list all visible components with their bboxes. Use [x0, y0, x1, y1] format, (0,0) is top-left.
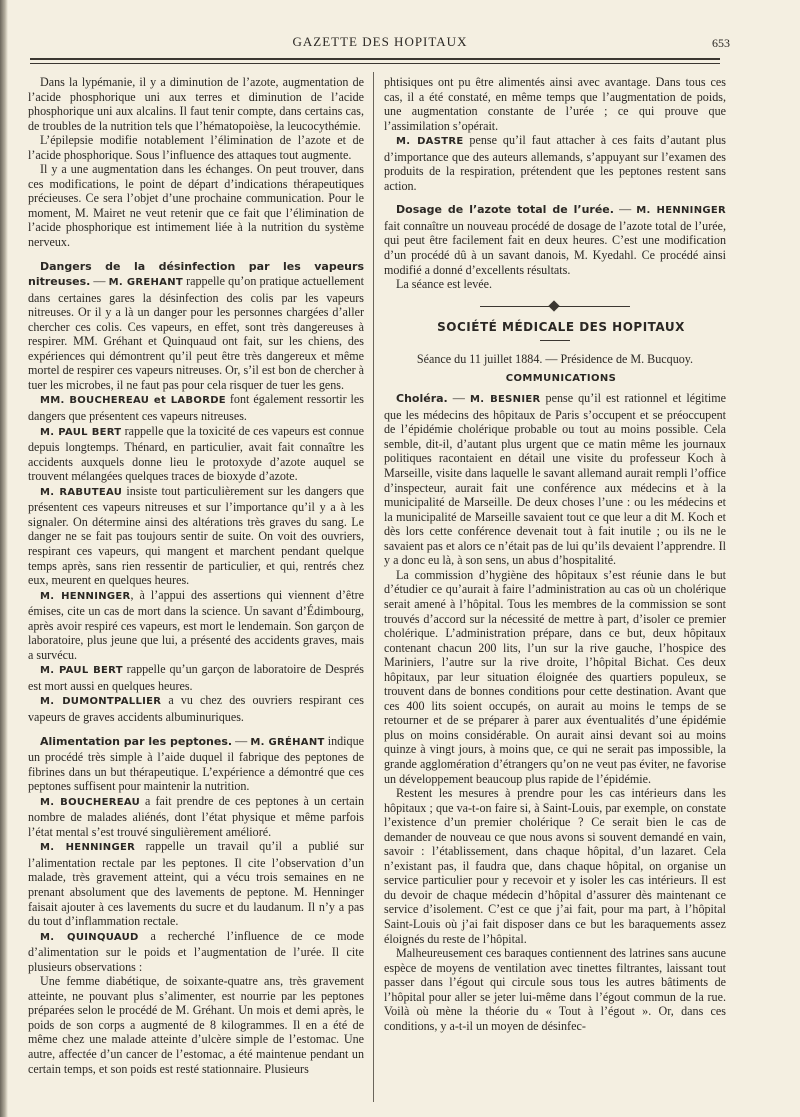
paragraph — [28, 424, 364, 484]
paragraph: Restent les mesures à prendre pour les cas intérieurs dans les hôpitaux ; que va-t-on faire si, à Saint-Louis, par exemple, on constate l’existence d’un premier cholérique ? Ce serait bien le cas de demander de nouveau ce que nous avons si souvent demandé en vain, savoir : l’établissement, dans chaque hôpital, d’un lazaret. Cela n’existant pas, il faudra que, dans chaque hôpital, on organise un service particulier pour y recevoir et y isoler les cas intérieurs. Il est du devoir de chaque médecin d’hôpital d’assurer dès maintenant ce service d’isolement. C’est ce que j’ai fait, pour ma part, à l’hôpital Saint-Louis où j’ai fait disposer dans ce but les baraquements assez éloignés du reste de l’hôpital. — [384, 786, 726, 946]
paragraph: L’épilepsie modifie notablement l’élimination de l’azote et de l’acide phosphorique. Sous l’influence des attaques tout augmente. — [28, 133, 364, 162]
section-heading: Alimentation par les peptones. — [40, 734, 233, 748]
paragraph-dosage: Dosage de l’azote total de l’urée. — M. HENNINGER fait connaître un nouveau procédé de dosage de l’azote total de l’urée, qui peut être facilement fait en deux heures. C’est une modification d’un procédé dû à un savant danois, M. Kyedahl. Ce procédé ainsi modifié a donné d’excellents résultats. — [384, 202, 726, 277]
paragraph: phtisiques ont pu être alimentés ainsi avec avantage. Dans tous ces cas, il a été constaté, en même temps que l’augmentation de poids, une augmentation constante de l’urée ; ce qui prouve que l’assimilation s’opérait. — [384, 75, 726, 133]
paragraph — [28, 693, 364, 724]
paragraph — [28, 839, 364, 928]
section-heading: Dosage de l’azote total de l’urée. — [396, 203, 614, 217]
speaker-name: M. BOUCHEREAU — [40, 796, 141, 808]
paragraph — [28, 588, 364, 663]
speaker-name: M. HENNINGER — [40, 842, 136, 854]
paragraph-text: rappelle qu’on pratique actuellement dans certaines gares la désinfection des colis par les vapeurs nitreuses. Or il y a là un danger pour les personnes chargées d’aller chercher ces colis. Ces vapeurs, en effet, sont très dangereuses à respirer. MM. Gréhant et Quinquaud ont fait, sur les chiens, des expériences qui démontrent qu’il peut être très dangereux et même mortel de respirer ces vapeurs nitreuses. Or, s’il est bon de chercher à tuer les microbes, il ne faut pas pour cela risquer de tuer les gens. — [28, 274, 364, 392]
session-line: Séance du 11 juillet 1884. — Présidence de M. Bucquoy. — [416, 352, 694, 367]
paragraph: La commission d’hygiène des hôpitaux s’est réunie dans le but d’étudier ce qu’aurait à faire l’administration au cas où un cholérique serait amené à l’hôpital. Tous les membres de la commission se sont trouvés d’accord sur la nécessité de mettre à part, d’isoler ce premier cholérique. L’administration prépare, dans ce but, deux hôpitaux contenant chacun 200 lits, l’un sur la rive gauche, l’hospice des Mariniers, l’autre sur la rive droite, l’hôpital Bichat. Ces deux hôpitaux, par leur situation éloignée des quartiers populeux, se trouvent dans de bonnes conditions pour cette destination. Avant que ces 400 lits soient occupés, on aurait au moins le temps de se retourner et de se préparer à parer aux éventualités d’une épidémie plus on moins considérable. On aurait ainsi devant soi au moins quinze à vingt jours, à moins que, ce qui ne serait pas impossible, la grande agglomération d’étrangers qu’on ne veut pas éviter, ne favorise un développement beaucoup plus rapide de l’épidémie. — [384, 567, 726, 786]
paragraph: Une femme diabétique, de soixante-quatre ans, très gravement atteinte, ne pouvant plus s’alimenter, est nourrie par les peptones préparées selon le procédé de M. Gréhant. Un mois et demi après, le poids de son corps a augmenté de 8 kilogrammes. Il en a été de même chez une malade atteinte d’ulcère simple de l’estomac. Une autre, affectée d’un cancer de l’estomac, a été maintenue pendant un certain temps, et son poids est resté stationnaire. Plusieurs — [28, 974, 364, 1076]
paragraph-text: , à l’appui des assertions qui viennent d’être émises, cite un cas de mort dans la science. Un savant d’Édimbourg, après avoir respiré ces vapeurs, est mort le lendemain. Son garçon de laboratoire, plus jeune que lui, a présenté des accidents graves, mais a survécu. — [28, 587, 364, 662]
paragraph-text: a recherché l’influence de ce mode d’alimentation sur le poids et l’augmentation de l’urée. Il cite plusieurs observations : — [28, 928, 364, 974]
paragraph — [384, 133, 726, 193]
speaker-name: M. QUINQUAUD — [40, 931, 139, 943]
paragraph-text: insiste tout particulièrement sur les dangers que présentent ces vapeurs nitreuses et sur l’importance qu’il y a à les signaler. On détermine ainsi des altérations très graves du sang. Le danger ne se fait pas toujours sentir de suite. On voit des ouvriers, respirant ces vapeurs, qui mangent et marchent pendant quelque temps après, sans rien ressentir de particulier, et qui, rentrés chez eux, meurent en quelques heures. — [28, 483, 364, 588]
paragraph: Il y a une augmentation dans les échanges. On peut trouver, dans ces modifications, le point de départ d’indications thérapeutiques précieuses. Ce sera l’objet d’une prochaine communication. Pour le moment, M. Mairet ne veut retenir que ce fait que l’élimination de l’acide phosphorique est intimement liée à la nutrition du système nerveux. — [28, 162, 364, 250]
paragraph — [28, 794, 364, 840]
ornament-divider — [480, 301, 630, 311]
paragraph-text: rappelle qu’un garçon de laboratoire de Després est mort aussi en quelques heures. — [28, 662, 364, 693]
speaker-name: M. PAUL BERT — [40, 426, 122, 438]
page-number: 653 — [712, 36, 730, 50]
header-rule-thin — [30, 63, 720, 64]
paragraph-text: rappelle un travail qu’il a publié sur l’alimentation rectale par les peptones. Il cite l’observation d’un malade, très gravement atteint, qui a vécu trois semaines en ne prenant absolument que des lavements de peptone. M. Henninger faisait ajouter à ces lavements du sucre et du laudanum. Il n’y a pas du tout d’inflammation rectale. — [28, 839, 364, 929]
speaker-name: M. DASTRE — [396, 136, 464, 148]
paragraph — [28, 662, 364, 693]
short-rule — [540, 340, 570, 341]
paragraph-text: indique un procédé très simple à l’aide duquel il fabrique des peptones de fibrines dans un but thérapeutique. L’expérience a démontré que ces peptones suffisent pour maintenir la nutrition. — [28, 733, 364, 794]
speaker-name: M. GREHANT — [108, 277, 183, 289]
society-title: SOCIÉTÉ MÉDICALE DES HOPITAUX — [437, 319, 685, 334]
communications-heading: COMMUNICATIONS — [505, 372, 617, 384]
paragraph: Dans la lypémanie, il y a diminution de l’azote, augmentation de l’acide phosphorique uni aux terres et diminution de l’acide phosphorique uni aux alcalins. Il faut tenir compte, dans certains cas, de troubles de la nutrition tels que l’hématopoièse, la leucocythémie. — [28, 75, 364, 133]
header-rule — [30, 58, 720, 60]
book-spine-shadow — [0, 0, 8, 1117]
paragraph-text: a fait prendre de ces peptones à un certain nombre de malades aliénés, dont l’état physique et même parfois l’état mental s’est trouvé singulièrement amélioré. — [28, 793, 364, 839]
speaker-name: M. RABUTEAU — [40, 486, 123, 498]
paragraph-alimentation: Alimentation par les peptones. — M. GRÉHANT indique un procédé très simple à l’aide duquel il fabrique des peptones de fibrines dans un but thérapeutique. L’expérience a démontré que ces peptones suffisent pour maintenir la nutrition. — [28, 733, 364, 794]
speaker-name: M. DUMONTPALLIER — [40, 696, 162, 708]
paragraph-text: a vu chez des ouvriers respirant ces vapeurs de graves accidents albuminuriques. — [28, 693, 364, 724]
paragraph-vapeurs: Dangers de la désinfection par les vapeurs nitreuses. — M. GREHANT rappelle qu’on pratique actuellement dans certaines gares la désinfection des colis par les vapeurs nitreuses. Or il y a là un danger pour les personnes chargées d’aller chercher ces colis. Ces vapeurs, en effet, sont très dangereuses à respirer. MM. Gréhant et Quinquaud ont fait, sur les chiens, des expériences qui démontrent qu’il peut être très dangereux et même mortel de respirer ces vapeurs nitreuses. Or, s’il est bon de chercher à tuer les microbes, il ne faut pas pour cela risquer de tuer les gens. — [28, 259, 364, 392]
page-header — [30, 30, 730, 52]
paragraph-text: rappelle que la toxicité de ces vapeurs est connue depuis longtemps. Thénard, en particulier, avait fait connaître les accidents auxquels donne lieu le protoxyde d’azote auquel se trouvent mélangées quelques traces de bioxyde d’azote. — [28, 423, 364, 484]
speaker-name: M. PAUL BERT — [40, 665, 123, 677]
column-divider — [373, 72, 374, 1102]
paragraph — [28, 484, 364, 588]
speaker-name: M. HENNINGER — [40, 590, 131, 602]
left-column — [28, 75, 364, 1095]
paragraph-text: pense qu’il est rationnel et légitime que les médecins des hôpitaux de Paris s’occupent et se préoccupent de l’épidémie cholérique probable ou tout au moins possible. Cela semble, dit-il, d’autant plus urgent que ce matin même les journaux politiques racontaient en détail une visite du professeur Koch à Marseille, visite dans laquelle le savant allemand aurait rempli l’office d’inspecteur, aurait fait une conférence aux médecins et à la municipalité de Marseille. De deux choses l’une : ou les médecins et la municipalité de Marseille savaient tout ce que leur a dit M. Koch et dès lors cette conférence devenait tout à fait inutile ; ou ils ne le savaient pas et alors ce n’était pas de lui qu’ils devaient l’apprendre. Il y a donc eu là, à son sens, un abus d’hospitalité. — [384, 391, 726, 568]
paragraph — [28, 392, 364, 423]
right-column — [384, 75, 726, 1095]
speaker-name: M. GRÉHANT — [250, 736, 325, 748]
speaker-name: M. HENNINGER — [636, 205, 726, 217]
closing-line: La séance est levée. — [396, 277, 493, 292]
paragraph-text: fait connaître un nouveau procédé de dosage de l’azote total de l’urée, qui peut être facilement fait en deux heures. C’est une modification d’un procédé dû à un savant danois, M. Kyedahl. Ce procédé ainsi modifié a donné d’excellents résultats. — [384, 218, 726, 277]
journal-title: GAZETTE DES HOPITAUX — [292, 34, 468, 49]
speaker-name: MM. BOUCHEREAU et LABORDE — [40, 395, 226, 407]
speaker-name: M. BESNIER — [469, 394, 541, 406]
paragraph-cholera: Choléra. — M. BESNIER pense qu’il est rationnel et légitime que les médecins des hôpitaux de Paris s’occupent et se préoccupent de l’épidémie cholérique probable ou tout au moins possible. Cela semble, dit-il, d’autant plus urgent que ce matin même les journaux politiques racontaient en détail une visite du professeur Koch à Marseille, visite dans laquelle le savant allemand aurait rempli l’office d’inspecteur, aurait fait une conférence aux médecins et à la municipalité de Marseille. De deux choses l’une : ou les médecins et la municipalité de Marseille savaient tout ce que leur a dit M. Koch et dès lors cette conférence devenait tout à fait inutile ; ou ils ne le savaient pas et alors ce n’était pas de lui qu’ils devaient l’apprendre. Il y a donc eu là, à son sens, un abus d’hospitalité. — [384, 391, 726, 568]
section-heading: Dangers de la désinfection par les vapeurs nitreuses. — [28, 259, 364, 289]
section-heading: Choléra. — [396, 392, 448, 406]
paragraph-text: font également ressortir les dangers que présentent ces vapeurs nitreuses. — [28, 392, 364, 424]
paragraph: Malheureusement ces baraques contiennent des latrines sans aucune espèce de moyens de ventilation avec tinettes filtrantes, laissant tout passer dans l’égout qui circule sous tous les autres bâtiments de l’hôpital pour aller se jeter lui-même dans l’égout commun de la rue. Voilà où mène la théorie du « Tout à l’égout ». Or, dans ces conditions, y a-t-il un moyen de désinfec- — [384, 946, 726, 1033]
paragraph-text: pense qu’il faut attacher à ces faits d’autant plus d’importance que des auteurs allemands, s’appuyant sur l’examen des produits de la respiration, prétendent que les peptones restent sans action. — [384, 133, 726, 193]
paragraph — [28, 929, 364, 975]
